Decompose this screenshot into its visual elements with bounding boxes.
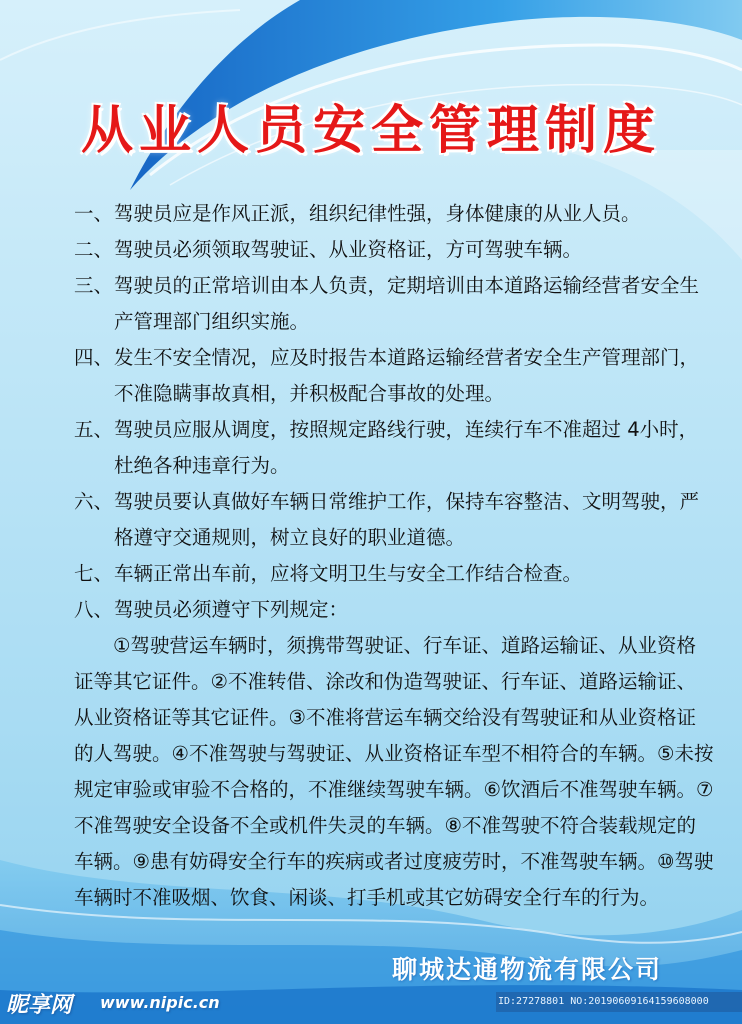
watermark-url: www.nipic.cn [100,993,220,1012]
rule-text: 驾驶员必须领取驾驶证、从业资格证，方可驾驶车辆。 [114,238,583,261]
rule-item-5 [74,412,714,484]
rule-item-4 [74,340,714,412]
rule-number: 一、 [74,202,114,225]
rules-paragraph: ①驾驶营运车辆时，须携带驾驶证、行车证、道路运输证、从业资格证等其它证件。②不准转借、涂改和伪造驾驶证、行车证、道路运输证、从业资格证等其它证件。③不准将营运车辆交给没有驾驶证和从业资格证的人驾驶。④不准驾驶与驾驶证、从业资格证车型不相符合的车辆。⑤未按规定审验或审验不合格的，不准继续驾驶车辆。⑥饮酒后不准驾驶车辆。⑦不准驾驶安全设备不全或机件失灵的车辆。⑧不准驾驶不符合装载规定的车辆。⑨患有妨碍安全行车的疾病或者过度疲劳时，不准驾驶车辆。⑩驾驶车辆时不准吸烟、饮食、闲谈、打手机或其它妨碍安全行车的行为。 [74,634,714,909]
rule-text: 驾驶员应服从调度，按照规定路线行驶，连续行车不准超过 4小时，杜绝各种违章行为。 [114,418,699,477]
rules-content [74,196,714,916]
rule-text: 车辆正常出车前，应将文明卫生与安全工作结合检查。 [114,562,583,585]
rule-item-1 [74,196,714,232]
rule-item-2 [74,232,714,268]
rule-number: 二、 [74,238,114,261]
rule-item-7 [74,556,714,592]
rule-text: 发生不安全情况，应及时报告本道路运输经营者安全生产管理部门，不准隐瞒事故真相，并积极配合事故的处理。 [114,346,700,405]
rule-number: 四、 [74,346,114,369]
rule-number: 七、 [74,562,114,585]
company-name: 聊城达通物流有限公司 [392,955,663,984]
image-id-label: ID:27278801 NO:20190609164159608000 [498,996,709,1007]
rule-item-3 [74,268,714,340]
rule-number: 三、 [74,274,114,297]
page-title: 从业人员安全管理制度 [80,101,661,161]
rule-item-8 [74,592,714,628]
rule-text: 驾驶员必须遵守下列规定： [114,598,349,621]
watermark-logo: 昵享网 [6,993,73,1018]
rule-text: 驾驶员应是作风正派，组织纪律性强，身体健康的从业人员。 [114,202,641,225]
rule-number: 八、 [74,598,114,621]
rule-text: 驾驶员要认真做好车辆日常维护工作，保持车容整洁、文明驾驶，严格遵守交通规则，树立良好的职业道德。 [114,490,700,549]
rule-number: 五、 [74,418,114,441]
rule-number: 六、 [74,490,114,513]
rule-item-6 [74,484,714,556]
rule-text: 驾驶员的正常培训由本人负责，定期培训由本道路运输经营者安全生产管理部门组织实施。 [114,274,700,333]
